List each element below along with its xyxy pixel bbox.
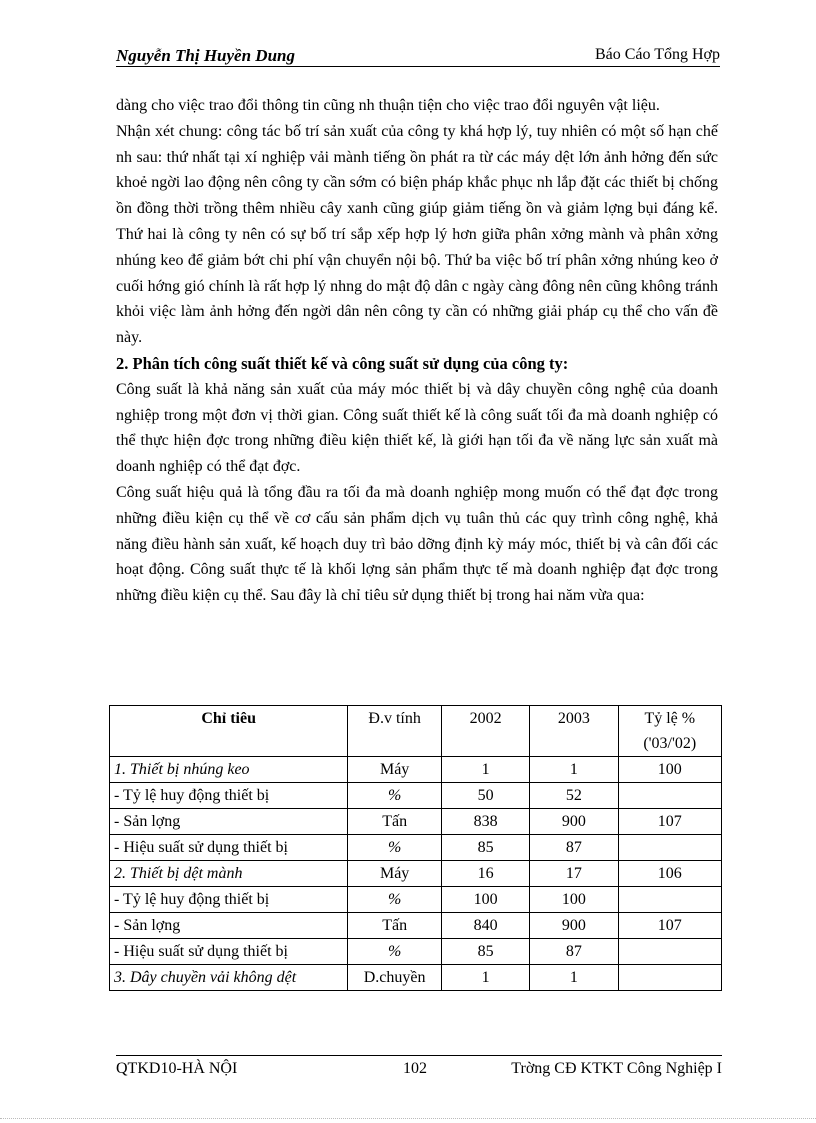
row-unit-cell: Tấn	[348, 809, 442, 835]
row-unit-cell: D.chuyền	[348, 965, 442, 991]
section-heading: 2. Phân tích công suất thiết kế và công suất sử dụng của công ty:	[116, 353, 569, 373]
header-2002: 2002	[441, 706, 529, 757]
row-2003-cell: 1	[530, 965, 618, 991]
paragraph-1: dàng cho việc trao đổi thông tin cũng nh thuận tiện cho việc trao đổi nguyên vật liệu.	[116, 97, 660, 114]
row-name-cell: - Sản lợng	[110, 809, 348, 835]
table-row	[110, 757, 722, 783]
row-2003-cell: 900	[530, 913, 618, 939]
row-2002-cell: 85	[441, 835, 529, 861]
table-row	[110, 783, 722, 809]
header-ratio	[618, 706, 721, 757]
row-2003-cell: 1	[530, 757, 618, 783]
row-2002-cell: 1	[441, 757, 529, 783]
row-ratio-cell	[618, 887, 721, 913]
footer-page-number: 102	[403, 1060, 427, 1077]
table-row	[110, 861, 722, 887]
row-ratio-cell	[618, 965, 721, 991]
row-name-cell: - Tỷ lệ huy động thiết bị	[110, 783, 348, 809]
table-row	[110, 939, 722, 965]
page-footer	[116, 1055, 722, 1078]
row-ratio-cell	[618, 939, 721, 965]
row-unit-cell: %	[348, 939, 442, 965]
row-name-cell: - Tỷ lệ huy động thiết bị	[110, 887, 348, 913]
row-unit-cell: %	[348, 887, 442, 913]
row-2003-cell: 87	[530, 939, 618, 965]
page-bottom-divider	[0, 1118, 816, 1119]
row-2002-cell: 840	[441, 913, 529, 939]
table-body	[110, 757, 722, 991]
row-name-cell: 3. Dây chuyền vải không dệt	[110, 965, 348, 991]
header-author: Nguyễn Thị Huyền Dung	[116, 46, 295, 65]
row-ratio-cell: 107	[618, 809, 721, 835]
row-2002-cell: 1	[441, 965, 529, 991]
table-row	[110, 809, 722, 835]
row-2003-cell: 52	[530, 783, 618, 809]
row-name-cell: - Hiệu suất sử dụng thiết bị	[110, 939, 348, 965]
table-row	[110, 965, 722, 991]
row-name-cell: - Hiệu suất sử dụng thiết bị	[110, 835, 348, 861]
table-row	[110, 913, 722, 939]
row-unit-cell: %	[348, 835, 442, 861]
paragraph-3: Công suất là khả năng sản xuất của máy móc thiết bị và dây chuyền công nghệ của doanh nghiệp trong một đơn vị thời gian. Công suất thiết kế là công suất tối đa mà doanh nghiệp có thể thực hiện đợc trong những điều kiện thiết kế, là giới hạn tối đa về năng lực sản xuất mà doanh nghiệp có thể đạt đợc.	[116, 380, 718, 476]
equipment-table	[109, 705, 722, 991]
row-unit-cell: Máy	[348, 861, 442, 887]
document-body	[116, 93, 718, 609]
row-ratio-cell	[618, 783, 721, 809]
row-unit-cell: %	[348, 783, 442, 809]
row-2002-cell: 85	[441, 939, 529, 965]
row-ratio-cell: 100	[618, 757, 721, 783]
paragraph-2: Nhận xét chung: công tác bố trí sản xuất của công ty khá hợp lý, tuy nhiên có một số hạn chế nh sau: thứ nhất tại xí nghiệp vải mành tiếng ồn phát ra từ các máy dệt lớn ảnh hởng đến sức khoẻ ngời lao động nên công ty cần sớm có biện pháp khắc phục nh lắp đặt các thiết bị chống ồn đồng thời trồng thêm nhiều cây xanh cũng giúp giảm tiếng ồn và giảm lợng bụi đáng kể. Thứ hai là công ty nên có sự bố trí sắp xếp hợp lý hơn giữa phân xởng mành và phân xởng nhúng keo để giảm bớt chi phí vận chuyển nội bộ. Thứ ba việc bố trí phân xởng nhúng keo ở cuối hớng gió chính là rất hợp lý nhng do mật độ dân c ngày càng đông nên cũng không tránh khỏi việc làm ảnh hởng đến ngời dân nên công ty cần có những giải pháp cụ thể cho vấn đề này.	[116, 122, 718, 347]
row-ratio-cell: 106	[618, 861, 721, 887]
header-unit: Đ.v tính	[348, 706, 442, 757]
row-2002-cell: 50	[441, 783, 529, 809]
table-header-row	[110, 706, 722, 757]
footer-class: QTKD10-HÀ NỘI	[116, 1060, 238, 1077]
page-header	[116, 46, 720, 67]
row-name-cell: 1. Thiết bị nhúng keo	[110, 757, 348, 783]
table-row	[110, 835, 722, 861]
header-2003: 2003	[530, 706, 618, 757]
table-row	[110, 887, 722, 913]
row-unit-cell: Tấn	[348, 913, 442, 939]
row-name-cell: - Sản lợng	[110, 913, 348, 939]
row-unit-cell: Máy	[348, 757, 442, 783]
row-2003-cell: 87	[530, 835, 618, 861]
header-title: Báo Cáo Tổng Hợp	[594, 46, 720, 63]
header-indicator: Chỉ tiêu	[110, 706, 348, 757]
row-ratio-cell: 107	[618, 913, 721, 939]
row-2003-cell: 900	[530, 809, 618, 835]
header-ratio-text: Tỷ lệ % ('03/'02)	[643, 710, 697, 752]
row-2002-cell: 16	[441, 861, 529, 887]
row-2003-cell: 17	[530, 861, 618, 887]
footer-school: Trờng CĐ KTKT Công Nghiệp I	[511, 1060, 722, 1077]
row-name-cell: 2. Thiết bị dệt mành	[110, 861, 348, 887]
row-2002-cell: 100	[441, 887, 529, 913]
row-2002-cell: 838	[441, 809, 529, 835]
row-ratio-cell	[618, 835, 721, 861]
row-2003-cell: 100	[530, 887, 618, 913]
paragraph-4: Công suất hiệu quả là tổng đầu ra tối đa mà doanh nghiệp mong muốn có thể đạt đợc trong những điều kiện cụ thể về cơ cấu sản phẩm dịch vụ tuân thủ các quy trình công nghệ, khả năng điều hành sản xuất, kế hoạch duy trì bảo dỡng định kỳ máy móc, thiết bị và cân đối các hoạt động. Công suất thực tế là khối lợng sản phẩm thực tế mà doanh nghiệp đạt đợc trong những điều kiện cụ thể. Sau đây là chỉ tiêu sử dụng thiết bị trong hai năm vừa qua:	[116, 483, 718, 605]
